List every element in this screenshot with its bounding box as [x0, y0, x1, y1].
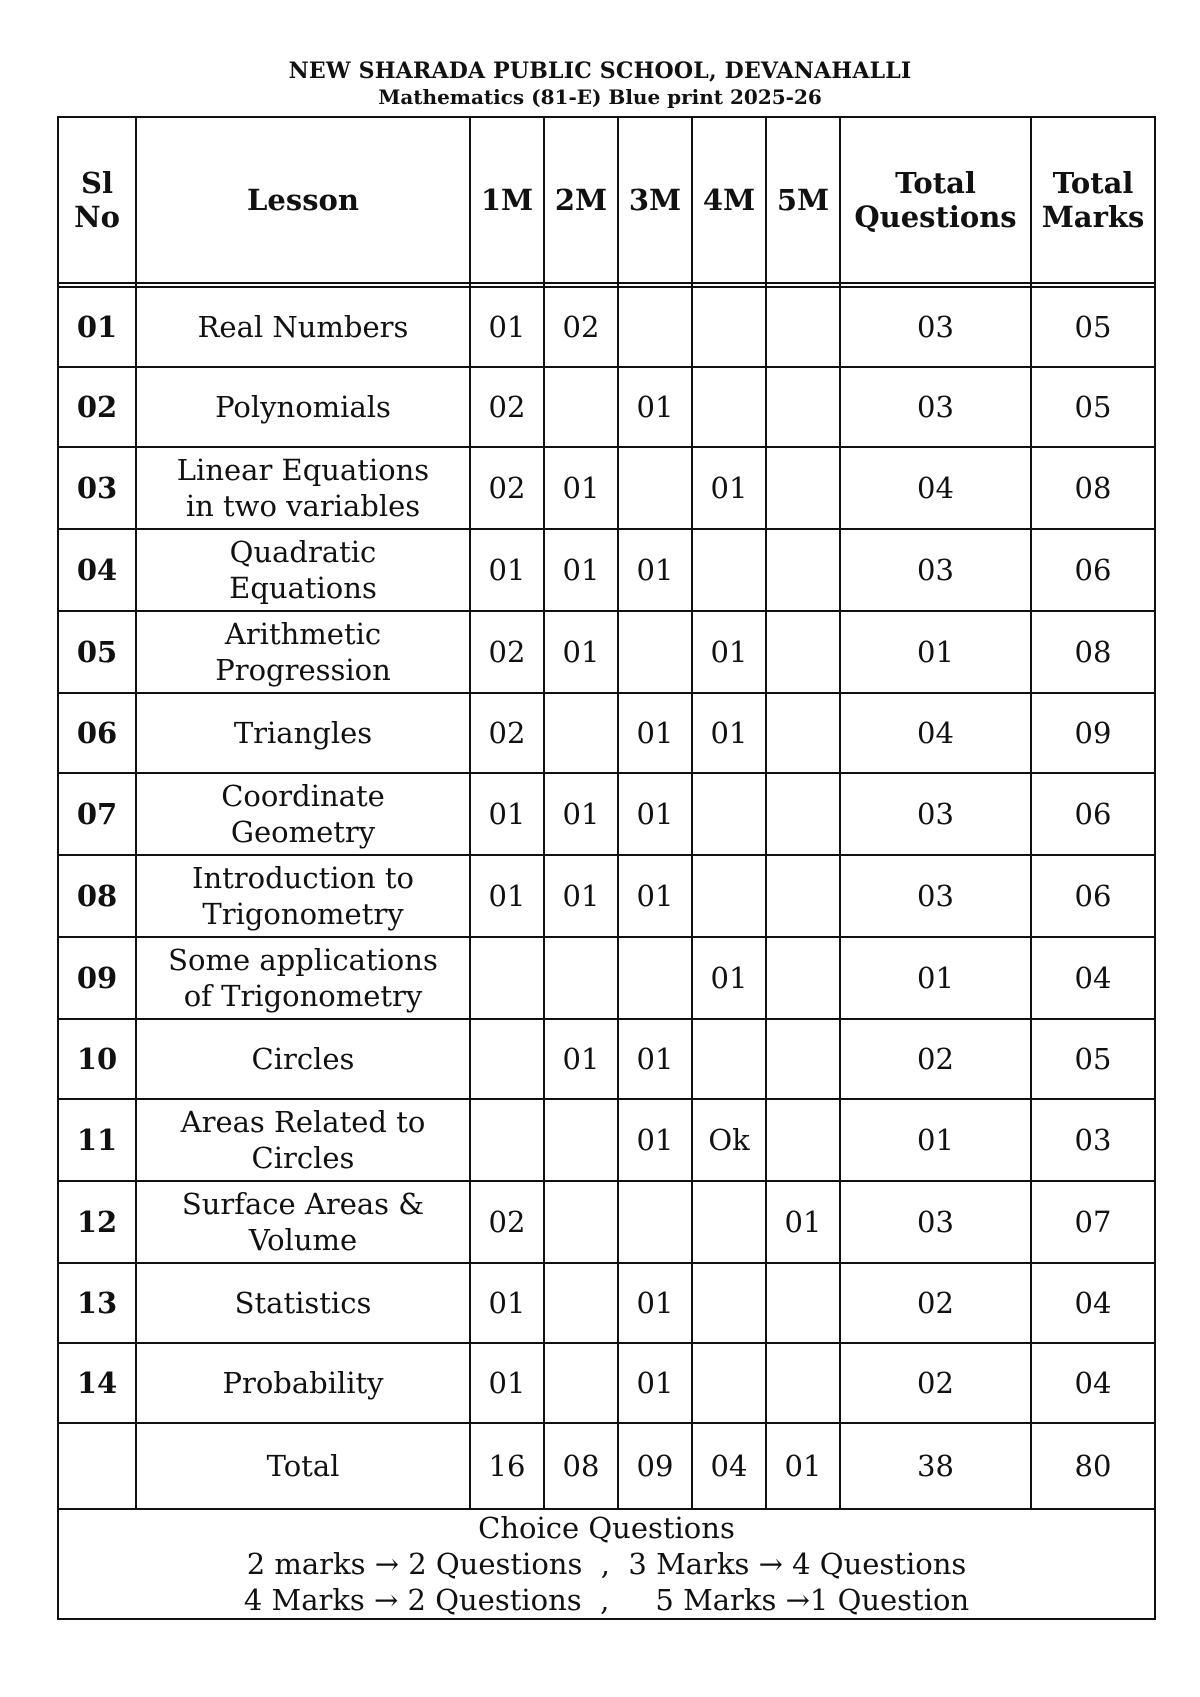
- choice-row: [58, 1509, 1155, 1619]
- 5m-cell: [766, 367, 840, 447]
- 3m-cell: [618, 611, 692, 693]
- sl-no-cell: 02: [58, 367, 136, 447]
- total-questions-cell: 02: [840, 1019, 1031, 1099]
- 3m-cell: 01: [618, 1343, 692, 1423]
- table-header-row: [58, 117, 1155, 283]
- lesson-name-line: Statistics: [234, 1286, 372, 1320]
- 4m-cell: 01: [692, 611, 766, 693]
- total-questions-cell: 04: [840, 447, 1031, 529]
- 4m-cell: [692, 1019, 766, 1099]
- table-row: [58, 611, 1155, 693]
- table-row: [58, 937, 1155, 1019]
- 4m-cell: [692, 1263, 766, 1343]
- 4m-cell: 01: [692, 693, 766, 773]
- 5m-cell: [766, 287, 840, 367]
- 3m-cell: 01: [618, 529, 692, 611]
- total-marks-cell: 08: [1031, 447, 1155, 529]
- lesson-cell: [136, 1099, 470, 1181]
- total-questions-cell: 02: [840, 1343, 1031, 1423]
- sl-no-cell: 05: [58, 611, 136, 693]
- col-header-5m: 5M: [766, 117, 840, 283]
- lesson-cell: [136, 367, 470, 447]
- col-header-2m: 2M: [544, 117, 618, 283]
- lesson-name-line: Geometry: [230, 815, 376, 849]
- lesson-name-line: Areas Related to: [180, 1105, 426, 1139]
- 5m-cell: [766, 855, 840, 937]
- 1m-cell: 01: [470, 1263, 544, 1343]
- lesson-name-line: Coordinate: [221, 779, 385, 813]
- lesson-cell: [136, 447, 470, 529]
- 3m-cell: [618, 447, 692, 529]
- lesson-cell: [136, 529, 470, 611]
- 1m-cell: 02: [470, 367, 544, 447]
- total-4m: 04: [692, 1423, 766, 1509]
- 5m-cell: [766, 693, 840, 773]
- total-questions-cell: 03: [840, 1181, 1031, 1263]
- lesson-name-line: Triangles: [233, 716, 373, 750]
- total-marks-cell: 08: [1031, 611, 1155, 693]
- lesson-name-line: Equations: [229, 571, 377, 605]
- total-marks-cell: 04: [1031, 1343, 1155, 1423]
- lesson-cell: [136, 287, 470, 367]
- sl-no-cell: 06: [58, 693, 136, 773]
- 5m-cell: [766, 1099, 840, 1181]
- sl-no-cell: 10: [58, 1019, 136, 1099]
- sl-no-cell: 13: [58, 1263, 136, 1343]
- lesson-cell: [136, 1181, 470, 1263]
- sl-no-cell: 08: [58, 855, 136, 937]
- sl-no-cell: 12: [58, 1181, 136, 1263]
- total-questions-cell: 03: [840, 529, 1031, 611]
- school-name: NEW SHARADA PUBLIC SCHOOL, DEVANAHALLI: [288, 58, 912, 84]
- lesson-cell: [136, 611, 470, 693]
- total-label: Total: [136, 1423, 470, 1509]
- 1m-cell: [470, 1019, 544, 1099]
- blueprint-table: [57, 116, 1156, 1620]
- total-1m: 16: [470, 1423, 544, 1509]
- 5m-cell: [766, 773, 840, 855]
- 3m-cell: 01: [618, 1019, 692, 1099]
- 4m-cell: [692, 287, 766, 367]
- 2m-cell: [544, 693, 618, 773]
- total-questions-cell: 03: [840, 287, 1031, 367]
- 2m-cell: [544, 1181, 618, 1263]
- total-marks-cell: 05: [1031, 367, 1155, 447]
- sl-no-cell: 11: [58, 1099, 136, 1181]
- table-row: [58, 529, 1155, 611]
- 5m-cell: [766, 529, 840, 611]
- total-questions-cell: 01: [840, 611, 1031, 693]
- table-row: [58, 1343, 1155, 1423]
- 3m-cell: [618, 287, 692, 367]
- total-sl-cell: [58, 1423, 136, 1509]
- sl-no-cell: 04: [58, 529, 136, 611]
- 2m-cell: [544, 1099, 618, 1181]
- lesson-name-line: Some applications: [168, 943, 438, 977]
- sl-no-cell: 01: [58, 287, 136, 367]
- total-marks-cell: 05: [1031, 287, 1155, 367]
- total-questions-cell: 01: [840, 1099, 1031, 1181]
- lesson-name-line: Circles: [251, 1141, 355, 1175]
- 3m-cell: 01: [618, 855, 692, 937]
- lesson-name-line: Surface Areas &: [181, 1187, 425, 1221]
- 3m-cell: 01: [618, 693, 692, 773]
- col-header-total-questions: Total Questions: [840, 117, 1031, 283]
- lesson-name-line: Real Numbers: [197, 310, 409, 344]
- 2m-cell: 01: [544, 529, 618, 611]
- 1m-cell: [470, 937, 544, 1019]
- lesson-name-line: Progression: [215, 653, 391, 687]
- lesson-cell: [136, 1019, 470, 1099]
- 5m-cell: [766, 1263, 840, 1343]
- blueprint-title: Mathematics (81-E) Blue print 2025-26: [378, 85, 822, 109]
- lesson-cell: [136, 937, 470, 1019]
- lesson-name-line: Probability: [222, 1366, 384, 1400]
- lesson-name-line: Polynomials: [215, 390, 391, 424]
- page-header: [0, 58, 1200, 109]
- 5m-cell: [766, 1019, 840, 1099]
- table-row: [58, 773, 1155, 855]
- 2m-cell: [544, 1343, 618, 1423]
- 3m-cell: 01: [618, 1099, 692, 1181]
- 1m-cell: [470, 1099, 544, 1181]
- col-header-sl-no: Sl No: [58, 117, 136, 283]
- 2m-cell: [544, 367, 618, 447]
- 5m-cell: 01: [766, 1181, 840, 1263]
- 4m-cell: [692, 529, 766, 611]
- col-header-lesson: Lesson: [136, 117, 470, 283]
- lesson-cell: [136, 1263, 470, 1343]
- 1m-cell: 01: [470, 773, 544, 855]
- 1m-cell: 01: [470, 1343, 544, 1423]
- 2m-cell: 01: [544, 611, 618, 693]
- col-header-3m: 3M: [618, 117, 692, 283]
- 2m-cell: 02: [544, 287, 618, 367]
- lesson-name-line: in two variables: [185, 489, 421, 523]
- lesson-name-line: Introduction to: [192, 861, 414, 895]
- 3m-cell: 01: [618, 773, 692, 855]
- lesson-name-line: Volume: [248, 1223, 358, 1257]
- total-questions-cell: 03: [840, 773, 1031, 855]
- 4m-cell: [692, 1181, 766, 1263]
- 1m-cell: 01: [470, 855, 544, 937]
- 5m-cell: [766, 447, 840, 529]
- lesson-cell: [136, 855, 470, 937]
- 1m-cell: 02: [470, 1181, 544, 1263]
- 4m-cell: [692, 1343, 766, 1423]
- total-questions-cell: 02: [840, 1263, 1031, 1343]
- 4m-cell: Ok: [692, 1099, 766, 1181]
- 3m-cell: 01: [618, 1263, 692, 1343]
- 5m-cell: [766, 1343, 840, 1423]
- 3m-cell: 01: [618, 367, 692, 447]
- col-header-total-marks: Total Marks: [1031, 117, 1155, 283]
- choice-title: Choice Questions: [478, 1511, 735, 1545]
- 3m-cell: [618, 1181, 692, 1263]
- sl-no-cell: 07: [58, 773, 136, 855]
- total-marks-cell: 06: [1031, 773, 1155, 855]
- total-questions-cell: 04: [840, 693, 1031, 773]
- total-row: [58, 1423, 1155, 1509]
- choice-questions-cell: [58, 1509, 1155, 1619]
- 2m-cell: 01: [544, 773, 618, 855]
- col-header-1m: 1M: [470, 117, 544, 283]
- 2m-cell: 01: [544, 1019, 618, 1099]
- table-row: [58, 1263, 1155, 1343]
- col-header-4m: 4M: [692, 117, 766, 283]
- table-row: [58, 1019, 1155, 1099]
- 3m-cell: [618, 937, 692, 1019]
- table-row: [58, 855, 1155, 937]
- 4m-cell: [692, 367, 766, 447]
- total-2m: 08: [544, 1423, 618, 1509]
- total-marks-cell: 04: [1031, 1263, 1155, 1343]
- choice-line-1: 2 marks → 2 Questions , 3 Marks → 4 Questions: [246, 1547, 967, 1581]
- 5m-cell: [766, 611, 840, 693]
- lesson-cell: [136, 773, 470, 855]
- lesson-cell: [136, 693, 470, 773]
- total-marks-cell: 03: [1031, 1099, 1155, 1181]
- choice-line-2: 4 Marks → 2 Questions , 5 Marks →1 Question: [243, 1583, 970, 1617]
- sl-no-cell: 14: [58, 1343, 136, 1423]
- total-5m: 01: [766, 1423, 840, 1509]
- 1m-cell: 01: [470, 287, 544, 367]
- lesson-name-line: Circles: [251, 1042, 355, 1076]
- total-questions-cell: 03: [840, 367, 1031, 447]
- lesson-name-line: Trigonometry: [202, 897, 404, 931]
- total-3m: 09: [618, 1423, 692, 1509]
- lesson-name-line: of Trigonometry: [183, 979, 423, 1013]
- table-row: [58, 693, 1155, 773]
- lesson-name-line: Quadratic: [229, 535, 377, 569]
- lesson-cell: [136, 1343, 470, 1423]
- 4m-cell: [692, 855, 766, 937]
- table-row: [58, 447, 1155, 529]
- total-marks-cell: 09: [1031, 693, 1155, 773]
- sl-no-cell: 03: [58, 447, 136, 529]
- 4m-cell: [692, 773, 766, 855]
- total-marks-cell: 04: [1031, 937, 1155, 1019]
- total-marks: 80: [1031, 1423, 1155, 1509]
- 5m-cell: [766, 937, 840, 1019]
- 1m-cell: 02: [470, 447, 544, 529]
- 2m-cell: 01: [544, 855, 618, 937]
- lesson-name-line: Arithmetic: [224, 617, 382, 651]
- total-marks-cell: 05: [1031, 1019, 1155, 1099]
- 2m-cell: [544, 1263, 618, 1343]
- sl-no-cell: 09: [58, 937, 136, 1019]
- table-row: [58, 1181, 1155, 1263]
- lesson-name-line: Linear Equations: [176, 453, 430, 487]
- 4m-cell: 01: [692, 937, 766, 1019]
- 1m-cell: 02: [470, 693, 544, 773]
- 4m-cell: 01: [692, 447, 766, 529]
- total-marks-cell: 06: [1031, 529, 1155, 611]
- 2m-cell: 01: [544, 447, 618, 529]
- total-questions-cell: 01: [840, 937, 1031, 1019]
- 2m-cell: [544, 937, 618, 1019]
- total-questions: 38: [840, 1423, 1031, 1509]
- table-row: [58, 1099, 1155, 1181]
- total-marks-cell: 07: [1031, 1181, 1155, 1263]
- 1m-cell: 02: [470, 611, 544, 693]
- total-marks-cell: 06: [1031, 855, 1155, 937]
- total-questions-cell: 03: [840, 855, 1031, 937]
- table-row: [58, 287, 1155, 367]
- 1m-cell: 01: [470, 529, 544, 611]
- table-row: [58, 367, 1155, 447]
